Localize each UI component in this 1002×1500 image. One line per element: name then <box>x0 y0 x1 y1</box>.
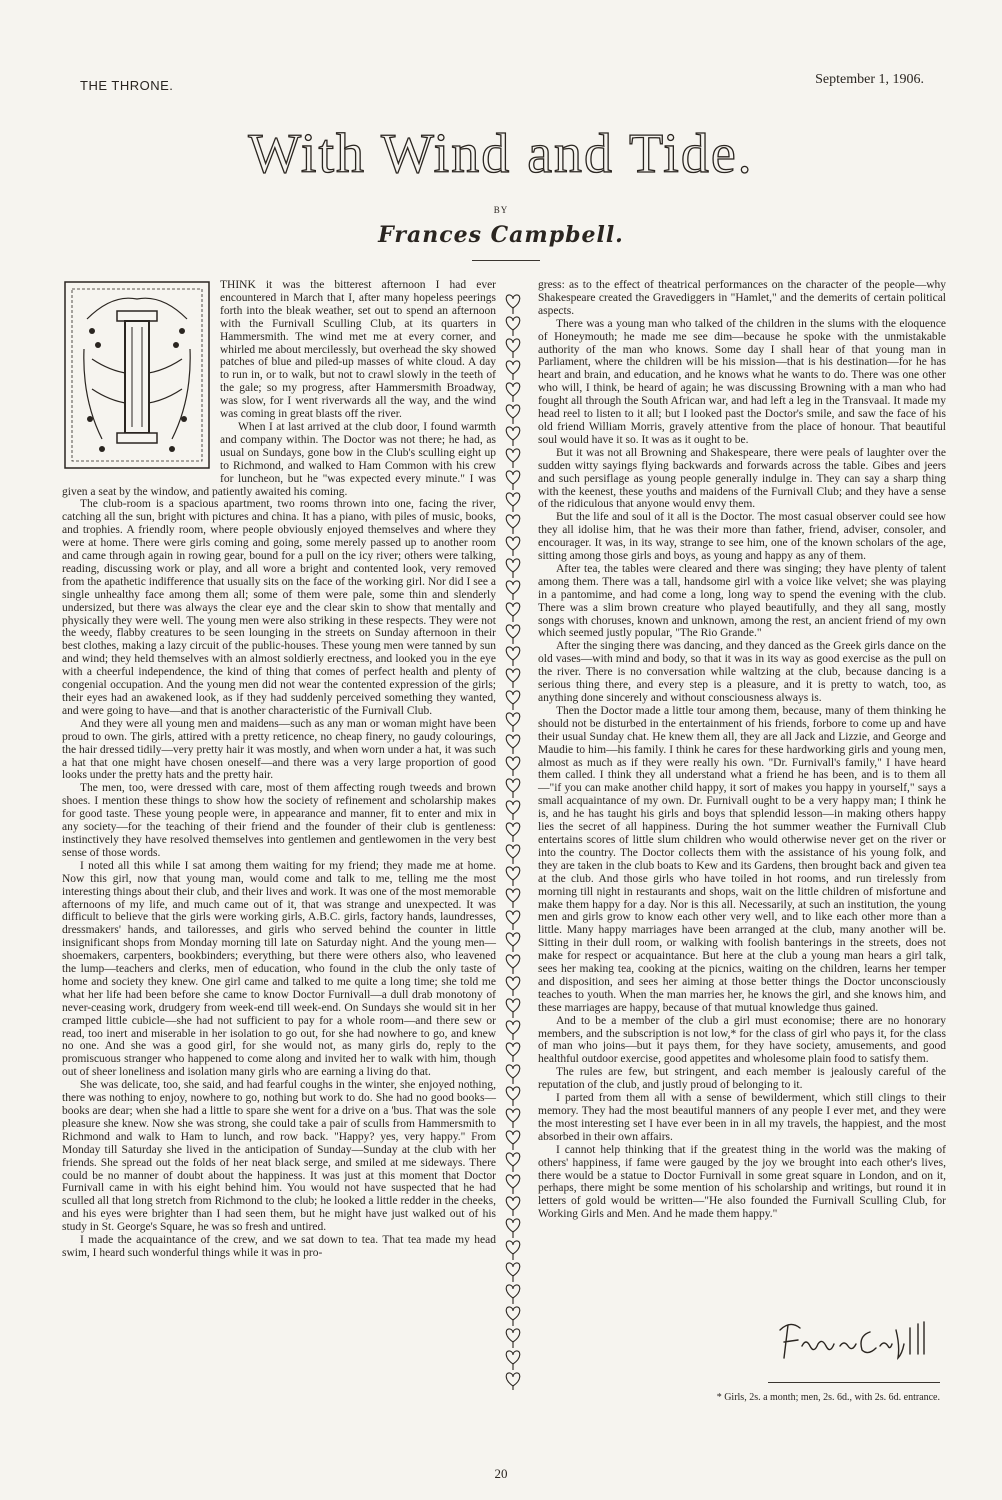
paragraph: She was delicate, too, she said, and had fearful coughs in the winter, she enjoyed nothing, there was nothing to enjoy, nowhere to go, nothing but work to do. She had no good books—books are dear; when she had a little to spare she went for a drive on a 'bus. That was the sole pleasure she knew. Now she was strong, she could take a pair of sculls from Hammersmith to Richmond and walk to Ham to lunch, and row back. "Happy? yes, very happy." From Monday till Saturday she lived in the anticipation of Sunday—Sunday at the club with her friends. She spread out the folds of her neat black serge, and smiled at me sideways. There could be no manner of doubt about the happiness. It was just at this moment that Doctor Furnivall came in with his eight behind him. You would not have suspected that he had sculled all that long stretch from Richmond to the club; he looked a little redder in the cheeks, and his eyes were brighter than I had seen them, but he might have just walked out of his study in St. George's Square, he was so fresh and untired. <box>62 1079 496 1234</box>
footnote: * Girls, 2s. a month; men, 2s. 6d., with 2s. 6d. entrance. <box>716 1392 940 1403</box>
paragraph: But the life and soul of it all is the Doctor. The most casual observer could see how they all idolise him, that he was their more than father, friend, adviser, consoler, and encourager. It was, in its way, strange to see him, one of the known scholars of the age, sitting among those girls and boys, as young and happy as any of them. <box>538 511 946 563</box>
paragraph: The club-room is a spacious apartment, two rooms thrown into one, facing the river, catching all the sun, bright with pictures and china. It has a piano, with piles of music, books, and trophies. A friendly room, where people obviously enjoyed themselves and where they were at home. There were girls coming and going, some merely passed up to another room and came through again in rowing gear, bound for a pull on the icy river; others were talking, reading, discussing work or play, and all wore a bright and contented look, very removed from the apathetic indifference that usually sits on the face of the working girl. Nor did I see a single unhealthy face among them all; some of them were pale, some thin and slenderly undersized, but there was always the clear eye and the clear skin to show that mentally and physically they were well. The young men were also striking in these respects. They were not the weedy, flabby creatures to be seen lounging in the streets on Sunday afternoon in their best clothes, making a lazy circuit of the public-houses. These young men were tanned by sun and wind; they held themselves with an almost soldierly erectness, and looked you in the eye with a cheerful independence, the kind of thing that comes of perfect health and plenty of congenial occupation. And the young men did not wear the contented expression of the girls; their eyes had an awakened look, as if they had suddenly perceived something they wanted, and were going to have—and that is another characteristic of the Furnivall Club. <box>62 498 496 717</box>
paragraph: I made the acquaintance of the crew, and we sat down to tea. That tea made my head swim, I heard such wonderful things while it was in pro- <box>62 1234 496 1259</box>
author-name: Frances Campbell. <box>378 222 624 248</box>
title-rule <box>472 260 540 261</box>
paragraph: There was a young man who talked of the children in the slums with the eloquence of Honeymouth; he made me see dim—because he spoke with the unmistakable authority of the man who knows. Some day I shall hear of that young man in Parliament, where the children will be his mission—that is his destination—for he has heart and brain, and education, and he knows what he wants to do. There was one other who will, I think, be heard of again; he was discussing Browning with a man who had fought all through the South African war, and had left a leg in the Transvaal. It made my head reel to listen to it all; but I looked past the Doctor's smile, and saw the face of his old friend William Morris, gravely attentive from the place of honour. That beautiful soul would have it so. It was as it ought to be. <box>538 317 946 446</box>
right-column <box>538 279 946 1221</box>
paragraph: But it was not all Browning and Shakespeare, there were peals of laughter over the sudden witty sayings flying backwards and forwards across the table. Gibes and jeers and such persiflage as young people generally indulge in. They can say a sharp thing with the keenest, these youths and maidens of the Furnivall Club; and they have a sense of the ridiculous that anyone would envy them. <box>538 446 946 511</box>
article-title: With Wind and Tide. <box>248 123 754 185</box>
publication-name: THE THRONE. <box>80 78 174 93</box>
byline-by: BY <box>493 205 509 215</box>
ornamental-dropcap-icon <box>62 279 212 471</box>
paragraph: The rules are few, but stringent, and each member is jealously careful of the reputation of the club, and justly proud of belonging to it. <box>538 1066 946 1092</box>
paragraph: Then the Doctor made a little tour among them, because, many of them thinking he should not be disturbed in the entertainment of his friends, forbore to come up and have their usual Sunday chat. He knew them all, they are all Jack and Lizzie, and George and Maudie to him—his family. I think he cares for these hardworking girls and young men, almost as much as if they were really his own. "Dr. Furnivall's family," I have heard them called. I think they all understand what a friend he has been, and is to them all—"if you can make another child happy, it sort of makes you happy in yourself," says a small acquaintance of my own. Dr. Furnivall ought to be a very happy man; I think he is, and he has taught his girls and boys that splendid lesson—in making others happy lies the secret of all happiness. During the hot summer weather the Furnivall Club entertains scores of little slum children who would otherwise never get on the river or into the country. The Doctor collects them with the assistance of his young folk, and they are taken in the club boats to Kew and its Gardens, then brought back and given tea at the club. And those girls who have toiled in hot rooms, and run tirelessly from morning till night in restaurants and shops, wait on the little children of misfortune and make them happy for a day. Nor is this all. Necessarily, at such an institution, the young men and girls grow to know each other very well, and to like each other more than a little. Many happy marriages have been arranged at the club, many another will be. Sitting in their dull room, or walking with foolish banterings in the streets, does not make for respect or acquaintance. But here at the club a young man hears a girl talk, sees her making tea, cooking at the picnics, waiting on the children, learns her temper and disposition, and sees her aiming at those better things the Doctor unconsciously teaches to youth. When the man marries her, he knows the girl, and she knows him, and these marriages are happy, because of that mutual knowledge thus gained. <box>538 704 946 1014</box>
footnote-rule <box>768 1382 940 1383</box>
signature-icon <box>770 1310 940 1370</box>
issue-date: September 1, 1906. <box>815 72 924 87</box>
paragraph: The men, too, were dressed with care, most of them affecting rough tweeds and brown shoes. I mention these things to show how the society of refinement and scholarship makes for good taste. These young people were, in appearance and manner, fit to enter and mix in any society—for the teaching of their friend and the founder of their club is gentleness: instinctively they have resolved themselves into gentlemen and gentlewomen in the very best sense of those words. <box>62 782 496 859</box>
paragraph: And to be a member of the club a girl must economise; there are no honorary members, and the subscription is not low,* for the class of girl who pays it, for the class of man who joins—but it pays them, for they have society, amusements, and good healthful outdoor exercise, good appetites and wholesome plain food to satisfy them. <box>538 1014 946 1066</box>
paragraph: I noted all this while I sat among them waiting for my friend; they made me at home. Now this girl, now that young man, would come and talk to me, telling me the most interesting things about their club, and their lives and work. It was one of the most memorable afternoons of my life, and much came out of it, that was strange and unexpected. It was difficult to believe that the girls were working girls, A.B.C. girls, factory hands, laundresses, dressmakers' hands, and tailoresses, and girls who served behind the counter in little insignificant shops from Monday morning till late on Saturday night. And the young men—shoemakers, carpenters, bookbinders; everything, but there were others also, who leavened the lump—teachers and clerks, men of education, who found in the club the only taste of home and society they knew. One girl came and talked to me quite a long time; she told me what her life had been before she came to know Doctor Furnivall—a dull drab monotony of never-ceasing work, drudgery from week-end till week-end. On Sundays she would sit in her cramped little cubicle—she had not sufficient to pay for a whole room—and there sew or read, too inert and miserable in her isolation to go out, for she had nowhere to go, and knew no one. And she was a good girl, for she would not, as many girls do, reply to the promiscuous stranger who happened to come along and invited her to walk with him, though out of sheer loneliness and isolation many girls who are earning a living do that. <box>62 859 496 1079</box>
paragraph: After the singing there was dancing, and they danced as the Greek girls dance on the old vases—with mind and body, so that it was in its way as good exercise as the pull on the river. There is no conversation while waltzing at the club, because dancing is a serious thing there, and every step is a pleasure, and it is pretty to watch, too, as anything done sincerely and without consciousness always is. <box>538 640 946 704</box>
paragraph: gress: as to the effect of theatrical performances on the character of the people—why Shakespeare created the Gravediggers in "Hamlet," and the demerits of certain political aspects. <box>538 279 946 317</box>
paragraph: I parted from them all with a sense of bewilderment, which still clings to their memory. They had the most beautiful manners of any people I ever met, and they were the most interesting set I have ever been in in all my travels, the happiest, and the most absorbed in their own affairs. <box>538 1092 946 1143</box>
paragraph: When I at last arrived at the club door, I found warmth and company within. The Doctor was not there; he had, as usual on Sundays, gone bow in the Club's sculling eight up to Richmond, and walked to Ham Common with his crew for luncheon, but he "was expected every minute." I was given a seat by the window, and patiently awaited his coming. <box>62 420 496 498</box>
paragraph: After tea, the tables were cleared and there was singing; they have plenty of talent among them. There was a tall, handsome girl with a voice like velvet; she was playing in a pantomime, and had come a long, long way to spend the evening with the club. There was a slim brown creature who played beautifully, and they all sang, mostly songs with choruses, known and unknown, among the rest, an ancient friend of my own which seemed justly popular, "The Rio Grande." <box>538 562 946 640</box>
heart-chain-divider-icon <box>502 290 524 1390</box>
left-column <box>62 279 496 1260</box>
paragraph: I cannot help thinking that if the greatest thing in the world was the making of others' happiness, if fame were gauged by the joy we brought into each other's lives, there would be a statue to Doctor Furnivall in some great square in London, and on it, perhaps, there might be some mention of his scholarship and writings, but round it in letters of gold would be written—"He also founded the Furnivall Sculling Club, for Working Girls and Men. And he made them happy." <box>538 1143 946 1221</box>
paragraph: And they were all young men and maidens—such as any man or woman might have been proud to own. The girls, attired with a pretty reticence, no cheap finery, no gaudy colourings, the hair dressed tidily—very pretty hair it was mostly, and when worn under a hat, it was such a hat that one might have chosen oneself—and there was a very large proportion of good looks under the pretty hats and the pretty hair. <box>62 717 496 782</box>
page-number: 20 <box>494 1466 508 1481</box>
paragraph: THINK it was the bitterest afternoon I had ever encountered in March that I, after many hopeless peerings forth into the bleak weather, set out to spend an afternoon with the Furnivall Sculling Club, at its quarters in Hammersmith. The wind met me at every corner, and whirled me about mercilessly, but overhead the sky showed patches of blue and piled-up masses of white cloud. A day to run in, or to walk, but not to crawl slowly in the teeth of the gale; so my progress, after Hammersmith Broadway, was slow, for I went riverwards all the way, and the wind was coming in great blasts off the river. <box>220 279 496 421</box>
